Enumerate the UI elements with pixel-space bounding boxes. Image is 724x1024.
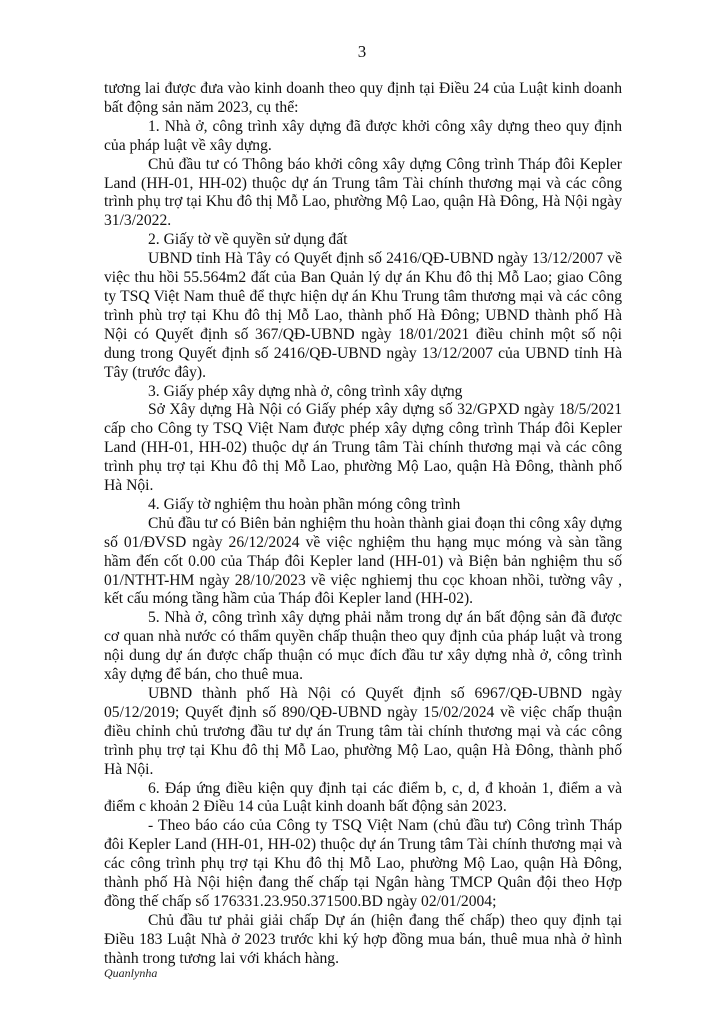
paragraph-item-5-heading: 5. Nhà ở, công trình xây dựng phải nằm trong dự án bất động sản đã được cơ quan nhà nước có thẩm quyền chấp thuận theo quy định của pháp luật và trong nội dung dự án được chấp thuận có mục đích đầu tư xây dựng nhà ở, công trình xây dựng để bán, cho thuê mua. (104, 609, 622, 684)
paragraph-item-4-heading: 4. Giấy tờ nghiệm thu hoàn phần móng công trình (148, 495, 461, 513)
paragraph-item-2-heading: 2. Giấy tờ về quyền sử dụng đất (148, 231, 348, 249)
paragraph-item-6-requirement: Chủ đầu tư phải giải chấp Dự án (hiện đang thế chấp) theo quy định tại Điều 183 Luật Nhà ở 2023 trước khi ký hợp đồng mua bán, thuê mua nhà ở hình thành trong tương lai với khách hàng. (104, 911, 622, 967)
paragraph-item-3-heading: 3. Giấy phép xây dựng nhà ở, công trình xây dựng (148, 382, 463, 400)
paragraph-item-1-heading: 1. Nhà ở, công trình xây dựng đã được khởi công xây dựng theo quy định của pháp luật về xây dựng. (104, 117, 622, 154)
paragraph-item-3-body: Sở Xây dựng Hà Nội có Giấy phép xây dựng số 32/GPXD ngày 18/5/2021 cấp cho Công ty TSQ Việt Nam được phép xây dựng công trình Tháp đôi Kepler Land (HH-01, HH-02) thuộc dự án Trung tâm Tài chính thương mại và các công trình phụ trợ tại Khu đô thị Mỗ Lao, phường Mộ Lao, quận Hà Đông, thành phố Hà Nội. (104, 401, 622, 495)
paragraph-item-5-body: UBND thành phố Hà Nội có Quyết định số 6967/QĐ-UBND ngày 05/12/2019; Quyết định số 890/QĐ-UBND ngày 15/02/2024 về việc chấp thuận điều chỉnh chủ trương đầu tư dự án Trung tâm tài chính thương mại và các công trình phụ trợ tại Khu đô thị Mỗ Lao, phường Mộ Lao, quận Hà Đông, thành phố Hà Nội. (104, 685, 622, 778)
paragraph-item-1-body: Chủ đầu tư có Thông báo khởi công xây dựng Công trình Tháp đôi Kepler Land (HH-01, HH-02) thuộc dự án Trung tâm Tài chính thương mại và các công trình phụ trợ tại Khu đô thị Mỗ Lao, phường Mộ Lao, quận Hà Đông, Hà Nội ngày 31/3/2022. (104, 155, 622, 230)
paragraph-item-6-report: - Theo báo cáo của Công ty TSQ Việt Nam (chủ đầu tư) Công trình Tháp đôi Kepler Land (HH-01, HH-02) thuộc dự án Trung tâm Tài chính thương mại và các công trình phụ trợ tại Khu đô thị Mỗ Lao, phường Mộ Lao, quận Hà Đông, thành phố Hà Nội hiện đang thế chấp tại Ngân hàng TMCP Quân đội theo Hợp đồng thế chấp số 176331.23.950.371500.BD ngày 02/01/2004; (104, 817, 622, 910)
page-number: 3 (357, 42, 367, 61)
paragraph-item-4-body: Chủ đầu tư có Biên bản nghiệm thu hoàn thành giai đoạn thi công xây dựng số 01/ĐVSD ngày 26/12/2024 về việc nghiệm thu hạng mục móng và sàn tầng hầm đến cốt 0.00 của Tháp đôi Kepler land (HH-01) và Biện bản nghiệm thu số 01/NTHT-HM ngày 28/10/2023 về việc nghiemj thu cọc khoan nhồi, tường vây , kết cấu móng tầng hầm của Tháp đôi Kepler land (HH-02). (104, 514, 622, 608)
paragraph-intro-continuation: tương lai được đưa vào kinh doanh theo quy định tại Điều 24 của Luật kinh doanh bất động sản năm 2023, cụ thể: (104, 80, 622, 116)
document-body (104, 80, 622, 969)
footer-note: Quanlynha (104, 966, 158, 980)
paragraph-item-6-heading: 6. Đáp ứng điều kiện quy định tại các điểm b, c, d, đ khoản 1, điểm a và điểm c khoản 2 Điều 14 của Luật kinh doanh bất động sản 2023. (104, 779, 622, 816)
paragraph-item-2-body: UBND tỉnh Hà Tây có Quyết định số 2416/QĐ-UBND ngày 13/12/2007 về việc thu hồi 55.564m2 đất của Ban Quản lý dự án Khu đô thị Mỗ Lao; giao Công ty TSQ Việt Nam thuê để thực hiện dự án Khu Trung tâm thương mại và các công trình phù trợ tại Khu đô thị Mỗ Lao, thành phố Hà Đông; UBND thành phố Hà Nội có Quyết định số 367/QĐ-UBND ngày 18/01/2021 điều chỉnh một số nội dung trong Quyết định số 2416/QĐ-UBND ngày 13/12/2007 của UBND tỉnh Hà Tây (trước đây). (104, 250, 622, 381)
